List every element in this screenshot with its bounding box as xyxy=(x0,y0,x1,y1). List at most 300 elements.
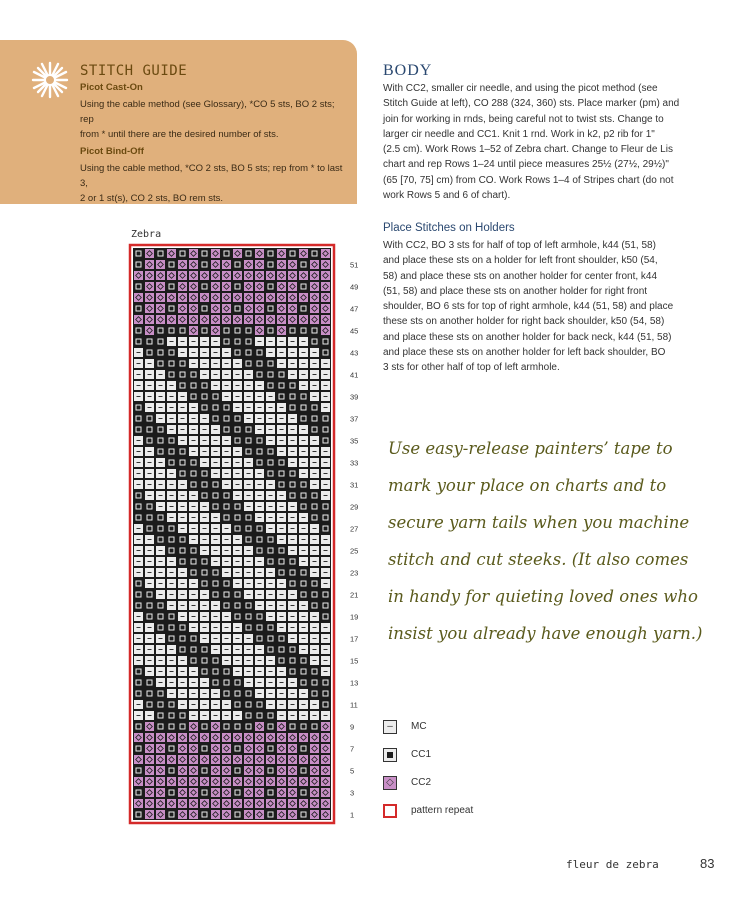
cc1-mark xyxy=(258,450,262,454)
cc1-mark xyxy=(225,582,229,586)
cc1-mark xyxy=(225,593,229,597)
cc1-mark xyxy=(247,362,251,366)
cc1-mark xyxy=(258,362,262,366)
cc1-mark xyxy=(170,329,174,333)
cc1-mark xyxy=(159,527,163,531)
cc1-mark xyxy=(137,406,141,410)
cc1-mark xyxy=(324,516,328,520)
cc1-mark xyxy=(236,747,240,751)
cc1-mark xyxy=(291,571,295,575)
cc1-mark xyxy=(137,593,141,597)
cc1-mark xyxy=(258,626,262,630)
cc1-mark xyxy=(137,417,141,421)
cc1-mark xyxy=(148,351,152,355)
row-number: 23 xyxy=(350,568,359,578)
cc1-mark xyxy=(302,582,306,586)
cc1-mark xyxy=(137,582,141,586)
cc1-mark xyxy=(137,604,141,608)
cc1-mark xyxy=(159,714,163,718)
cc1-mark xyxy=(258,538,262,542)
row-number: 3 xyxy=(350,788,355,798)
row-number: 43 xyxy=(350,348,359,358)
cc1-mark xyxy=(324,340,328,344)
cc1-mark xyxy=(148,615,152,619)
cc1-mark xyxy=(159,615,163,619)
cc1-mark xyxy=(269,461,273,465)
cc1-mark xyxy=(225,406,229,410)
cc1-mark xyxy=(269,747,273,751)
cc1-mark xyxy=(236,285,240,289)
cc1-mark xyxy=(148,428,152,432)
cc1-mark xyxy=(225,252,229,256)
cc1-mark xyxy=(313,252,317,256)
cc1-mark xyxy=(236,604,240,608)
cc1-mark xyxy=(214,505,218,509)
cc1-mark xyxy=(313,417,317,421)
cc1-mark xyxy=(203,307,207,311)
body-line: (65 [70, 75] cm) from CO. Work Rows 1–4 of Stripes chart (do not xyxy=(383,174,674,186)
cc1-mark xyxy=(258,527,262,531)
cc1-mark xyxy=(313,670,317,674)
tip-callout xyxy=(388,430,718,652)
cc1-mark xyxy=(214,681,218,685)
cc1-mark xyxy=(313,494,317,498)
body-line: chart and rep Rows 1–24 until piece measures 25½ (27½, 29½)" xyxy=(383,159,669,171)
cc1-mark xyxy=(137,263,141,267)
cc1-mark xyxy=(269,549,273,553)
cc1-mark xyxy=(192,384,196,388)
cc1-mark xyxy=(313,604,317,608)
cc1-mark xyxy=(269,714,273,718)
cc1-mark xyxy=(203,670,207,674)
body-line: join for working in rnds, being careful not to twist sts. Change to xyxy=(383,113,664,125)
cc1-mark xyxy=(236,527,240,531)
cc1-mark xyxy=(291,659,295,663)
cc1-mark xyxy=(137,340,141,344)
cc1-mark xyxy=(203,560,207,564)
cc1-mark xyxy=(247,527,251,531)
cc1-mark xyxy=(137,285,141,289)
cc1-mark xyxy=(236,417,240,421)
cc1-mark xyxy=(280,659,284,663)
cc1-mark xyxy=(225,692,229,696)
cc1-mark xyxy=(181,538,185,542)
body-heading: BODY xyxy=(383,62,433,79)
row-number: 21 xyxy=(350,590,359,600)
cc1-mark xyxy=(302,791,306,795)
legend-label: pattern repeat xyxy=(411,805,474,816)
cc1-mark xyxy=(269,648,273,652)
cc1-mark xyxy=(203,406,207,410)
cc1-mark xyxy=(159,351,163,355)
cc1-mark xyxy=(291,670,295,674)
cc1-mark xyxy=(170,747,174,751)
cc1-mark xyxy=(170,725,174,729)
cc1-mark xyxy=(148,439,152,443)
cc1-mark xyxy=(313,406,317,410)
cc1-mark xyxy=(203,571,207,575)
stitch-guide-title: STITCH GUIDE xyxy=(80,63,188,79)
cc1-mark xyxy=(291,384,295,388)
cc1-mark xyxy=(137,692,141,696)
cc1-mark xyxy=(170,813,174,817)
cc1-mark xyxy=(236,307,240,311)
cc1-mark xyxy=(148,527,152,531)
cc1-mark xyxy=(170,461,174,465)
cc1-mark xyxy=(269,384,273,388)
cc1-mark xyxy=(203,582,207,586)
cc1-mark xyxy=(236,439,240,443)
cc1-mark xyxy=(181,362,185,366)
cc1-mark xyxy=(269,538,273,542)
cc1-mark xyxy=(247,252,251,256)
cc1-mark xyxy=(258,637,262,641)
cc1-mark xyxy=(203,648,207,652)
cc1-mark xyxy=(291,582,295,586)
cc1-mark xyxy=(236,813,240,817)
cc1-mark xyxy=(192,648,196,652)
holders-line: and place these sts on another holder for left back shoulder, BO xyxy=(383,347,666,359)
body-line: work Rows 5 and 6 of chart). xyxy=(383,190,511,202)
cc1-mark xyxy=(313,692,317,696)
cc1-mark xyxy=(214,670,218,674)
cc1-mark xyxy=(280,373,284,377)
row-number: 41 xyxy=(350,370,359,380)
cc1-mark xyxy=(302,725,306,729)
cc1-mark xyxy=(192,637,196,641)
cc1-mark xyxy=(214,593,218,597)
cc1-mark xyxy=(324,351,328,355)
cc1-mark xyxy=(170,439,174,443)
holders-line: these sts on another holder for right back shoulder, k50 (54, 58) xyxy=(383,316,665,328)
cc1-mark xyxy=(324,527,328,531)
cc1-mark xyxy=(324,439,328,443)
cc1-mark xyxy=(247,340,251,344)
cc1-mark xyxy=(247,428,251,432)
cc1-mark xyxy=(203,813,207,817)
cc1-mark xyxy=(225,340,229,344)
cc1-mark xyxy=(269,450,273,454)
cc1-mark xyxy=(225,670,229,674)
cc1-mark xyxy=(170,703,174,707)
cc2-swatch: ◇ xyxy=(383,776,397,790)
cc1-mark xyxy=(170,362,174,366)
row-number: 27 xyxy=(350,524,359,534)
cc1-mark xyxy=(159,692,163,696)
cc1-mark xyxy=(214,582,218,586)
cc1-mark xyxy=(236,681,240,685)
body-line: larger cir needle and CC1. Knit 1 rnd. Work in k2, p2 rib for 1" xyxy=(383,128,655,140)
cc1-mark xyxy=(170,527,174,531)
cc1-mark xyxy=(280,483,284,487)
cc1-mark xyxy=(192,472,196,476)
cc1-mark xyxy=(324,692,328,696)
cc1-mark xyxy=(324,417,328,421)
cc1-mark xyxy=(159,450,163,454)
cc1-mark xyxy=(214,395,218,399)
cc1-mark xyxy=(247,725,251,729)
row-number: 15 xyxy=(350,656,359,666)
cc1-mark xyxy=(302,769,306,773)
cc1-mark xyxy=(280,637,284,641)
row-number: 7 xyxy=(350,744,355,754)
cc1-mark xyxy=(225,428,229,432)
cc1-mark xyxy=(302,406,306,410)
cc1-mark xyxy=(280,571,284,575)
cc1-mark xyxy=(137,769,141,773)
cc1-mark xyxy=(137,505,141,509)
tip-line: secure yarn tails when you machine xyxy=(388,513,690,532)
cc1-mark xyxy=(236,263,240,267)
cc1-mark xyxy=(137,813,141,817)
cc1-mark xyxy=(225,505,229,509)
cc1-mark xyxy=(324,593,328,597)
cc1-mark xyxy=(324,505,328,509)
cc1-mark xyxy=(214,417,218,421)
cc1-mark xyxy=(214,494,218,498)
cc1-mark xyxy=(302,593,306,597)
row-number: 47 xyxy=(350,304,359,314)
row-number: 11 xyxy=(350,700,358,710)
cc1-mark xyxy=(203,769,207,773)
body-line: With CC2, smaller cir needle, and using the picot method (see xyxy=(383,83,658,94)
cc1-mark xyxy=(137,670,141,674)
row-number: 31 xyxy=(350,480,359,490)
cc1-mark xyxy=(137,307,141,311)
row-number: 1 xyxy=(350,810,355,820)
cc1-mark xyxy=(203,472,207,476)
guide-line: from * until there are the desired number of sts. xyxy=(80,129,279,140)
cc1-mark xyxy=(324,604,328,608)
row-number: 19 xyxy=(350,612,359,622)
cc1-swatch xyxy=(383,748,397,762)
cc1-mark xyxy=(247,615,251,619)
legend-label: CC1 xyxy=(411,749,432,760)
row-number: 45 xyxy=(350,326,359,336)
cc1-mark xyxy=(280,648,284,652)
cc1-mark xyxy=(313,428,317,432)
cc1-mark xyxy=(280,472,284,476)
cc1-mark xyxy=(181,549,185,553)
cc1-mark xyxy=(258,373,262,377)
cc1-mark xyxy=(148,417,152,421)
cc1-mark xyxy=(181,252,185,256)
cc1-mark xyxy=(324,681,328,685)
cc1-mark xyxy=(203,252,207,256)
cc1-mark xyxy=(302,681,306,685)
row-number: 39 xyxy=(350,392,359,402)
cc1-mark xyxy=(203,384,207,388)
cc1-mark xyxy=(181,637,185,641)
cc1-mark xyxy=(137,428,141,432)
cc1-mark xyxy=(247,450,251,454)
cc1-mark xyxy=(137,747,141,751)
body-line: (2.5 cm). Work Rows 1–52 of Zebra chart. Change to Fleur de Lis xyxy=(383,144,673,156)
cc1-mark xyxy=(181,329,185,333)
cc1-mark xyxy=(181,648,185,652)
cc1-mark xyxy=(170,769,174,773)
holders-line: (51, 58) and place these sts on another holder for right front xyxy=(383,285,648,297)
cc1-mark xyxy=(291,406,295,410)
cc1-mark xyxy=(247,516,251,520)
legend-label: CC2 xyxy=(411,777,432,788)
cc1-mark xyxy=(170,351,174,355)
cc1-mark xyxy=(137,494,141,498)
cc1-mark xyxy=(280,549,284,553)
cc1-mark xyxy=(269,263,273,267)
cc1-mark xyxy=(324,703,328,707)
cc1-mark xyxy=(214,659,218,663)
cc1-mark xyxy=(291,494,295,498)
cc1-mark xyxy=(258,439,262,443)
cc1-mark xyxy=(148,703,152,707)
chart-title: Zebra xyxy=(131,229,162,240)
cc1-mark xyxy=(269,307,273,311)
cc1-mark xyxy=(236,593,240,597)
cc1-mark xyxy=(302,747,306,751)
cc1-mark xyxy=(302,329,306,333)
body-instructions xyxy=(383,81,729,203)
cc1-mark xyxy=(159,626,163,630)
cc1-mark xyxy=(203,329,207,333)
cc1-mark xyxy=(170,626,174,630)
cc1-mark xyxy=(313,516,317,520)
cc1-mark xyxy=(269,626,273,630)
row-number: 5 xyxy=(350,766,355,776)
legend-cc1 xyxy=(383,748,583,766)
cc1-mark xyxy=(302,263,306,267)
tip-line: in handy for quieting loved ones who xyxy=(388,587,698,606)
cc1-mark xyxy=(203,263,207,267)
cc1-mark xyxy=(159,362,163,366)
cc1-mark xyxy=(236,615,240,619)
cc1-mark xyxy=(236,505,240,509)
cc1-mark xyxy=(203,494,207,498)
cc1-mark xyxy=(280,395,284,399)
cc1-mark xyxy=(225,604,229,608)
cc1-mark xyxy=(236,428,240,432)
cc1-mark xyxy=(170,538,174,542)
cc1-mark xyxy=(236,340,240,344)
cc1-mark xyxy=(181,714,185,718)
cc1-mark xyxy=(247,538,251,542)
picot-cast-on-heading: Picot Cast-On xyxy=(80,82,143,93)
cc1-mark xyxy=(236,329,240,333)
cc1-mark xyxy=(192,373,196,377)
cc1-mark xyxy=(291,648,295,652)
cc1-mark xyxy=(225,494,229,498)
cc1-mark xyxy=(247,604,251,608)
cc1-mark xyxy=(192,571,196,575)
cc1-mark xyxy=(170,714,174,718)
tip-line: insist you already have enough yarn.) xyxy=(388,624,703,643)
cc1-mark xyxy=(269,813,273,817)
cc1-mark xyxy=(313,725,317,729)
cc1-mark xyxy=(258,714,262,718)
mc-swatch: – xyxy=(383,720,397,734)
page-number: 83 xyxy=(700,856,715,871)
holders-line: 58) and place these sts on another holder for center front, k44 xyxy=(383,270,658,282)
row-number: 25 xyxy=(350,546,359,556)
cc1-mark xyxy=(203,791,207,795)
cc1-mark xyxy=(313,681,317,685)
cc1-mark xyxy=(159,329,163,333)
flower-icon xyxy=(30,60,70,100)
cc1-mark xyxy=(302,505,306,509)
holders-instructions xyxy=(383,238,729,376)
row-number: 37 xyxy=(350,414,359,424)
cc1-mark xyxy=(269,791,273,795)
holders-line: and place these sts on another holder for back neck, k44 (51, 58) xyxy=(383,331,672,343)
cc1-mark xyxy=(170,285,174,289)
cc1-mark xyxy=(302,659,306,663)
cc1-mark xyxy=(203,659,207,663)
cc1-mark xyxy=(280,560,284,564)
cc1-mark xyxy=(192,549,196,553)
repeat-swatch xyxy=(383,804,397,818)
cc1-mark xyxy=(302,417,306,421)
cc1-mark xyxy=(269,329,273,333)
cc1-mark xyxy=(159,725,163,729)
cc1-mark xyxy=(214,406,218,410)
cc1-mark xyxy=(137,681,141,685)
cc1-mark xyxy=(236,703,240,707)
cc1-mark xyxy=(247,626,251,630)
cc1-mark xyxy=(159,516,163,520)
cc1-mark xyxy=(269,637,273,641)
cc1-mark xyxy=(302,483,306,487)
cc1-mark xyxy=(236,516,240,520)
cc1-mark xyxy=(203,285,207,289)
cc1-mark xyxy=(247,692,251,696)
cc1-mark xyxy=(148,692,152,696)
holders-line: With CC2, BO 3 sts for half of top of left armhole, k44 (51, 58) xyxy=(383,240,656,251)
cc1-mark xyxy=(291,472,295,476)
row-number: 29 xyxy=(350,502,359,512)
cc1-mark xyxy=(247,703,251,707)
cc1-mark xyxy=(225,516,229,520)
cc1-mark xyxy=(236,725,240,729)
cc1-mark xyxy=(258,549,262,553)
cc1-mark xyxy=(159,439,163,443)
legend-label: MC xyxy=(411,721,427,732)
cc1-mark xyxy=(148,681,152,685)
holders-heading: Place Stitches on Holders xyxy=(383,222,515,234)
cc1-mark xyxy=(225,329,229,333)
cc1-mark xyxy=(159,428,163,432)
row-number: 9 xyxy=(350,722,355,732)
cc1-mark xyxy=(137,725,141,729)
cc1-mark xyxy=(159,538,163,542)
cc1-mark xyxy=(225,725,229,729)
cc1-mark xyxy=(192,659,196,663)
legend-pattern-repeat xyxy=(383,804,583,822)
cc1-mark xyxy=(159,252,163,256)
cc1-mark xyxy=(302,670,306,674)
cc1-mark xyxy=(170,549,174,553)
row-number: 51 xyxy=(350,260,359,270)
cc1-mark xyxy=(258,703,262,707)
cc1-mark xyxy=(159,604,163,608)
cc1-mark xyxy=(302,395,306,399)
cc1-mark xyxy=(203,747,207,751)
body-line: Stitch Guide at left), CO 288 (324, 360) sts. Place marker (pm) and xyxy=(383,98,680,110)
row-number: 35 xyxy=(350,436,359,446)
cc1-mark xyxy=(280,384,284,388)
cc1-mark xyxy=(269,769,273,773)
cc1-mark xyxy=(192,560,196,564)
cc1-mark xyxy=(170,450,174,454)
